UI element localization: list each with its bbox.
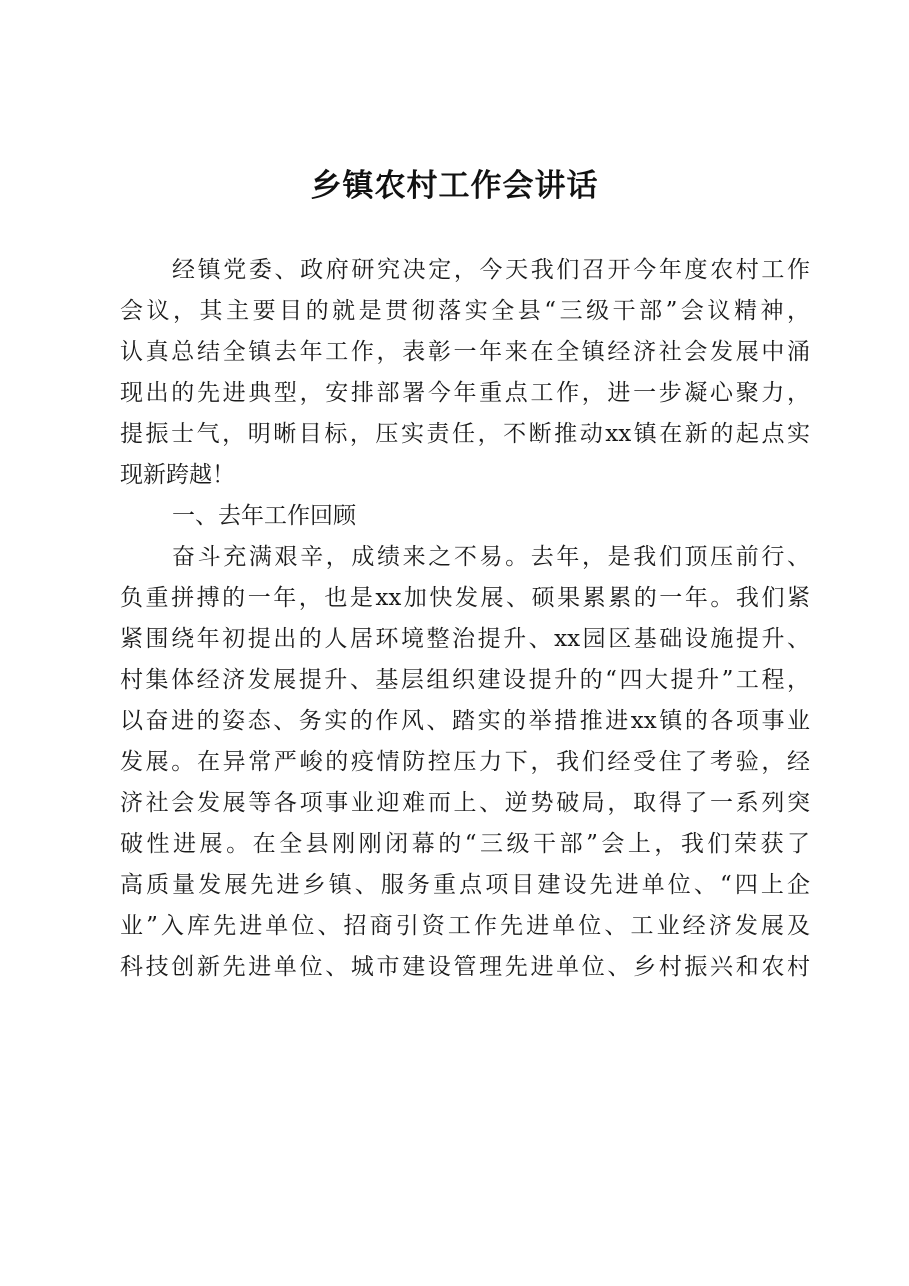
section-heading [120,496,810,537]
document-body [120,250,810,988]
text-line: 济社会发展等各项事业迎难而上、逆势破局，取得了一系列突 [120,790,810,816]
text-line: 发展。在异常严峻的疫情防控压力下，我们经受住了考验，经 [120,749,810,775]
paragraph-intro [120,250,810,496]
text-line: 奋斗充满艰辛，成绩来之不易。去年，是我们顶压前行、 [172,544,810,570]
text-line: 破性进展。在全县刚刚闭幕的“三级干部”会上，我们荣获了 [120,831,810,857]
document-title: 乡镇农村工作会讲话 [310,168,599,204]
text-line: 村集体经济发展提升、基层组织建设提升的“四大提升”工程， [120,667,810,693]
text-line: 经镇党委、政府研究决定，今天我们召开今年度农村工作 [172,257,810,283]
text-line: 现新跨越！ [120,462,235,488]
text-line: 会议，其主要目的就是贯彻落实全县“三级干部”会议精神， [120,298,810,324]
text-line: 紧围绕年初提出的人居环境整治提升、xx园区基础设施提升、 [120,626,810,652]
text-line: 提振士气，明晰目标，压实责任，不断推动xx镇在新的起点实 [120,421,810,447]
text-line: 现出的先进典型，安排部署今年重点工作，进一步凝心聚力， [120,380,810,406]
text-line: 业”入库先进单位、招商引资工作先进单位、工业经济发展及 [120,913,810,939]
heading-line: 一、去年工作回顾 [172,503,356,529]
paragraph-review [120,537,810,988]
text-line: 以奋进的姿态、务实的作风、踏实的举措推进xx镇的各项事业 [120,708,810,734]
text-line: 负重拼搏的一年，也是xx加快发展、硕果累累的一年。我们紧 [120,585,810,611]
text-line: 科技创新先进单位、城市建设管理先进单位、乡村振兴和农村 [120,954,810,980]
text-line: 认真总结全镇去年工作，表彰一年来在全镇经济社会发展中涌 [120,339,810,365]
text-line: 高质量发展先进乡镇、服务重点项目建设先进单位、“四上企 [120,872,810,898]
